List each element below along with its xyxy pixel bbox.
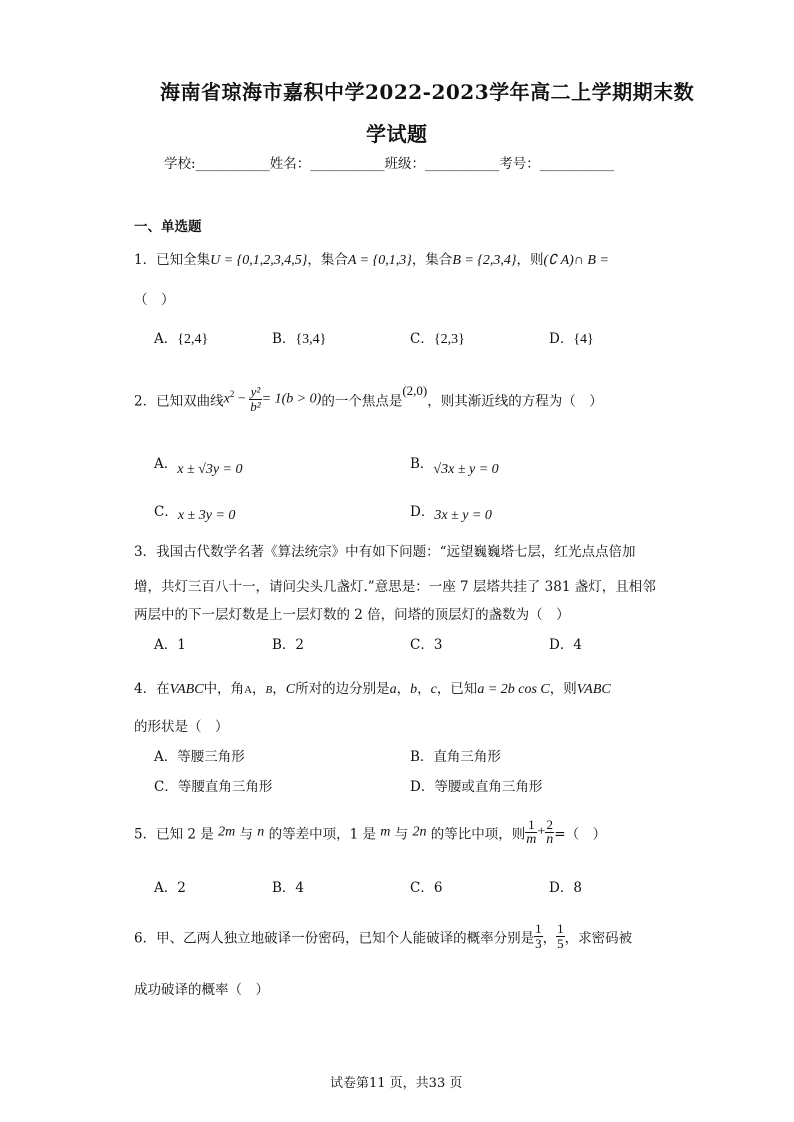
q5-option-c: C．6 [410, 880, 443, 896]
q4-option-d: D．等腰或直角三角形 [410, 779, 543, 795]
page-title-line2: 学试题 [366, 122, 428, 146]
q4-line2: 的形状是（ ） [134, 719, 229, 735]
q3-line2: 增，共灯三百八十一，请问尖头几盏灯.”意思是：一座 7 层塔共挂了 381 盏灯，且相邻 [134, 579, 656, 595]
q1-paren: （ ） [134, 292, 175, 308]
q6-fraction-1: $\frac{1}{3}$ [535, 921, 542, 951]
q1-stem-text: ，集合 [411, 252, 453, 268]
q6-stem: 6．甲、乙两人独立地破译一份密码，已知个人能破译的概率分别是 $\frac{1}{3}$ ， $\frac{1}{5}$ ，求密码被 [134, 921, 633, 951]
q5-stem: 5．已知 2 是 2m 与 n 的等差中项，1 是 m 与 2n 的等比中项，则 $\frac{1}{m}$ + $\frac{2}{n}$ =（ ） [134, 817, 607, 847]
page-title-line1: 海南省琼海市嘉积中学2022-2023学年高二上学期期末数 [160, 80, 695, 104]
q2-option-a: A．x ± √3y = 0 [154, 456, 243, 477]
q2-focus: (2,0) [402, 382, 428, 398]
page-footer: 试卷第11 页，共33 页 [330, 1076, 463, 1091]
q2-eq-x: x [223, 391, 230, 407]
q1-set-B: B = {2,3,4} [452, 253, 517, 268]
q6-fraction-2: $\frac{1}{5}$ [557, 921, 564, 951]
section-heading: 一、单选题 [134, 219, 202, 235]
q3-option-a: A．1 [154, 637, 186, 653]
q3-option-c: C．3 [410, 637, 443, 653]
q1-expression: (∁ A)∩ B = [543, 253, 609, 268]
q1-stem-text: ，则 [516, 252, 544, 268]
q2-eq-rest: = 1(b > 0) [261, 391, 322, 407]
q1-option-a: A．{2,4} [154, 331, 209, 347]
q1-stem-text: 1．已知全集 [134, 252, 211, 268]
q4-triangle: VABC [169, 682, 204, 697]
q3-line3: 两层中的下一层灯数是上一层灯数的 2 倍，问塔的顶层灯的盏数为（ ） [134, 607, 570, 623]
student-info-line: 学校:___________姓名：___________班级：___________考号：___________ [164, 156, 615, 172]
q1-option-b: B．{3,4} [272, 331, 327, 347]
q1-set-A: A = {0,1,3} [347, 253, 412, 268]
q2-stem: 2．已知双曲线$x^2$ − $\frac{\text{y²}}{\text{b²}}$ = 1(b > 0)的一个焦点是(2,0)，则其渐近线的方程为（ ） [134, 382, 603, 414]
q4-equation: a = 2b cos C [477, 682, 550, 697]
q1-option-c: C．{2,3} [410, 331, 465, 347]
q5-fraction-1: $\frac{1}{m}$ [526, 817, 537, 847]
q2-option-d: D．3x ± y = 0 [410, 504, 492, 523]
q5-fraction-2: $\frac{2}{n}$ [546, 817, 554, 847]
q2-fraction: $\frac{\text{y²}}{\text{b²}}$ [250, 384, 261, 414]
q5-option-d: D．8 [549, 880, 582, 896]
q1-stem-text: ，集合 [307, 252, 348, 268]
q4-option-c: C．等腰直角三角形 [154, 779, 273, 795]
q1-option-d: D．{4} [549, 331, 594, 347]
q5-option-b: B．4 [272, 880, 305, 896]
q3-line1: 3．我国古代数学名著《算法统宗》中有如下问题：“远望巍巍塔七层，红光点点倍加 [134, 544, 636, 560]
q1-set-U: U = {0,1,2,3,4,5} [210, 253, 308, 268]
q4-stem: 4．在VABC中，角A，B，C所对的边分别是a，b，c，已知a = 2b cos C，则VABC [134, 681, 611, 697]
q4-option-b: B．直角三角形 [410, 749, 501, 765]
q2-option-b: B．√3x ± y = 0 [410, 456, 499, 477]
q6-line2: 成功破译的概率（ ） [134, 982, 269, 998]
q3-option-d: D．4 [549, 637, 582, 653]
q2-option-c: C．x ± 3y = 0 [154, 504, 236, 523]
q5-option-a: A．2 [154, 880, 186, 896]
q4-option-a: A．等腰三角形 [154, 749, 245, 765]
q1-stem [134, 248, 609, 269]
q3-option-b: B．2 [272, 637, 305, 653]
